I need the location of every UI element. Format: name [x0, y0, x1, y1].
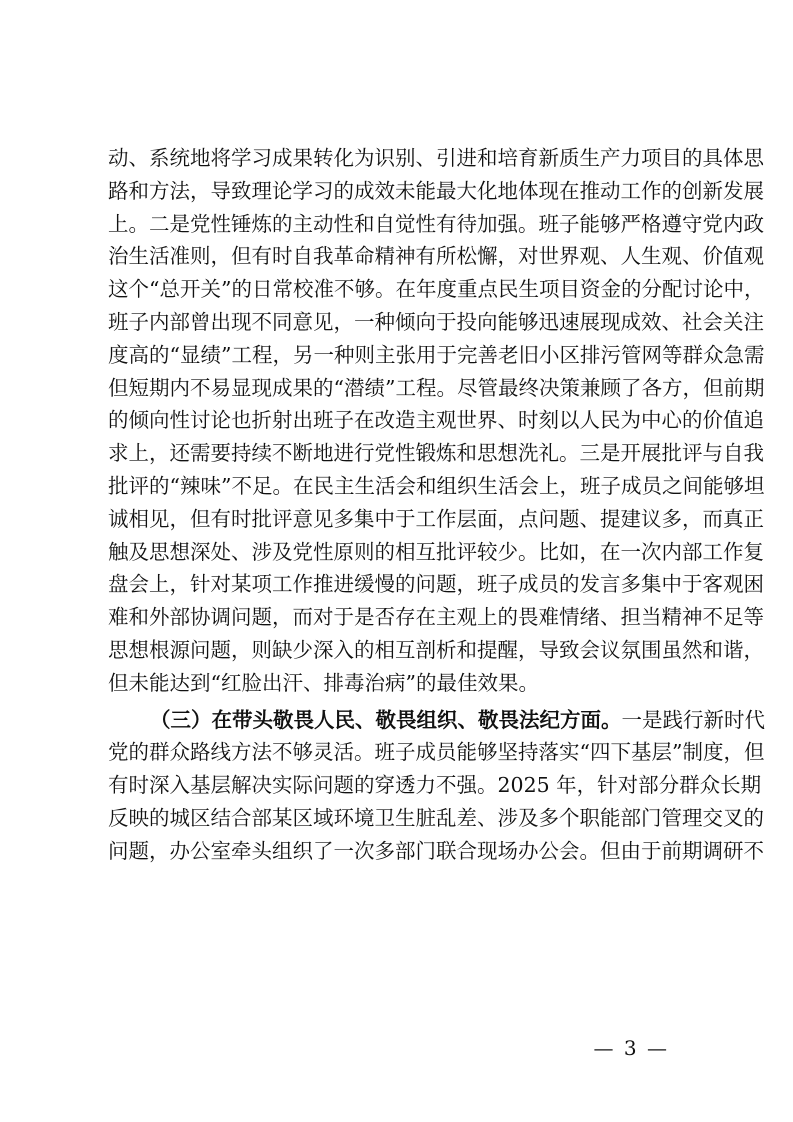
text-line: 批评的“辣味”不足。在民主生活会和组织生活会上，班子成员之间能够坦: [108, 473, 765, 498]
text-line: 思想根源问题，则缺少深入的相互剖析和提醒，导致会议氛围虽然和谐，: [108, 637, 764, 662]
section-heading-line: [108, 704, 765, 737]
text-line: 度高的“显绩”工程，另一种则主张用于完善老旧小区排污管网等群众急需: [108, 342, 765, 367]
text-line: 党的群众路线方法不够灵活。班子成员能够坚持落实“四下基层”制度，但: [108, 740, 765, 765]
text-line: 上。二是党性锤炼的主动性和自觉性有待加强。班子能够严格遵守党内政: [108, 211, 764, 236]
text-line: 的倾向性讨论也折射出班子在改造主观世界、时刻以人民为中心的价值追: [108, 408, 764, 433]
text-line: 但未能达到“红脸出汗、排毒治病”的最佳效果。: [108, 670, 539, 695]
text-line: 反映的城区结合部某区域环境卫生脏乱差、涉及多个职能部门管理交叉的: [108, 805, 764, 830]
text-line: 这个“总开关”的日常校准不够。在年度重点民生项目资金的分配讨论中，: [108, 277, 765, 302]
text-line: 但短期内不易显现成果的“潜绩”工程。尽管最终决策兼顾了各方，但前期: [108, 375, 765, 400]
text-line: 求上，还需要持续不断地进行党性锻炼和思想洗礼。三是开展批评与自我: [108, 441, 764, 466]
page-number: — 3 —: [593, 1036, 669, 1060]
text-line: 触及思想深处、涉及党性原则的相互批评较少。比如，在一次内部工作复: [108, 539, 764, 564]
text-line: 有时深入基层解决实际问题的穿透力不强。2025 年，针对部分群众长期: [108, 773, 762, 798]
text-line-rest: 一是践行新时代: [621, 707, 765, 732]
text-line: 诚相见，但有时批评意见多集中于工作层面，点问题、提建议多，而真正: [108, 506, 764, 531]
text-line: 治生活准则，但有时自我革命精神有所松懈，对世界观、人生观、价值观: [108, 244, 764, 269]
section-heading: （三）在带头敬畏人民、敬畏组织、敬畏法纪方面。: [150, 707, 622, 732]
text-line: 难和外部协调问题，而对于是否存在主观上的畏难情绪、担当精神不足等: [108, 605, 764, 630]
text-line: 路和方法，导致理论学习的成效未能最大化地体现在推动工作的创新发展: [108, 178, 764, 203]
text-line: 盘会上，针对某项工作推进缓慢的问题，班子成员的发言多集中于客观困: [108, 572, 764, 597]
document-body: [108, 142, 765, 868]
text-line: 班子内部曾出现不同意见，一种倾向于投向能够迅速展现成效、社会关注: [108, 309, 764, 334]
text-line: 问题，办公室牵头组织了一次多部门联合现场办公会。但由于前期调研不: [108, 838, 764, 863]
text-line: 动、系统地将学习成果转化为识别、引进和培育新质生产力项目的具体思: [108, 146, 764, 170]
